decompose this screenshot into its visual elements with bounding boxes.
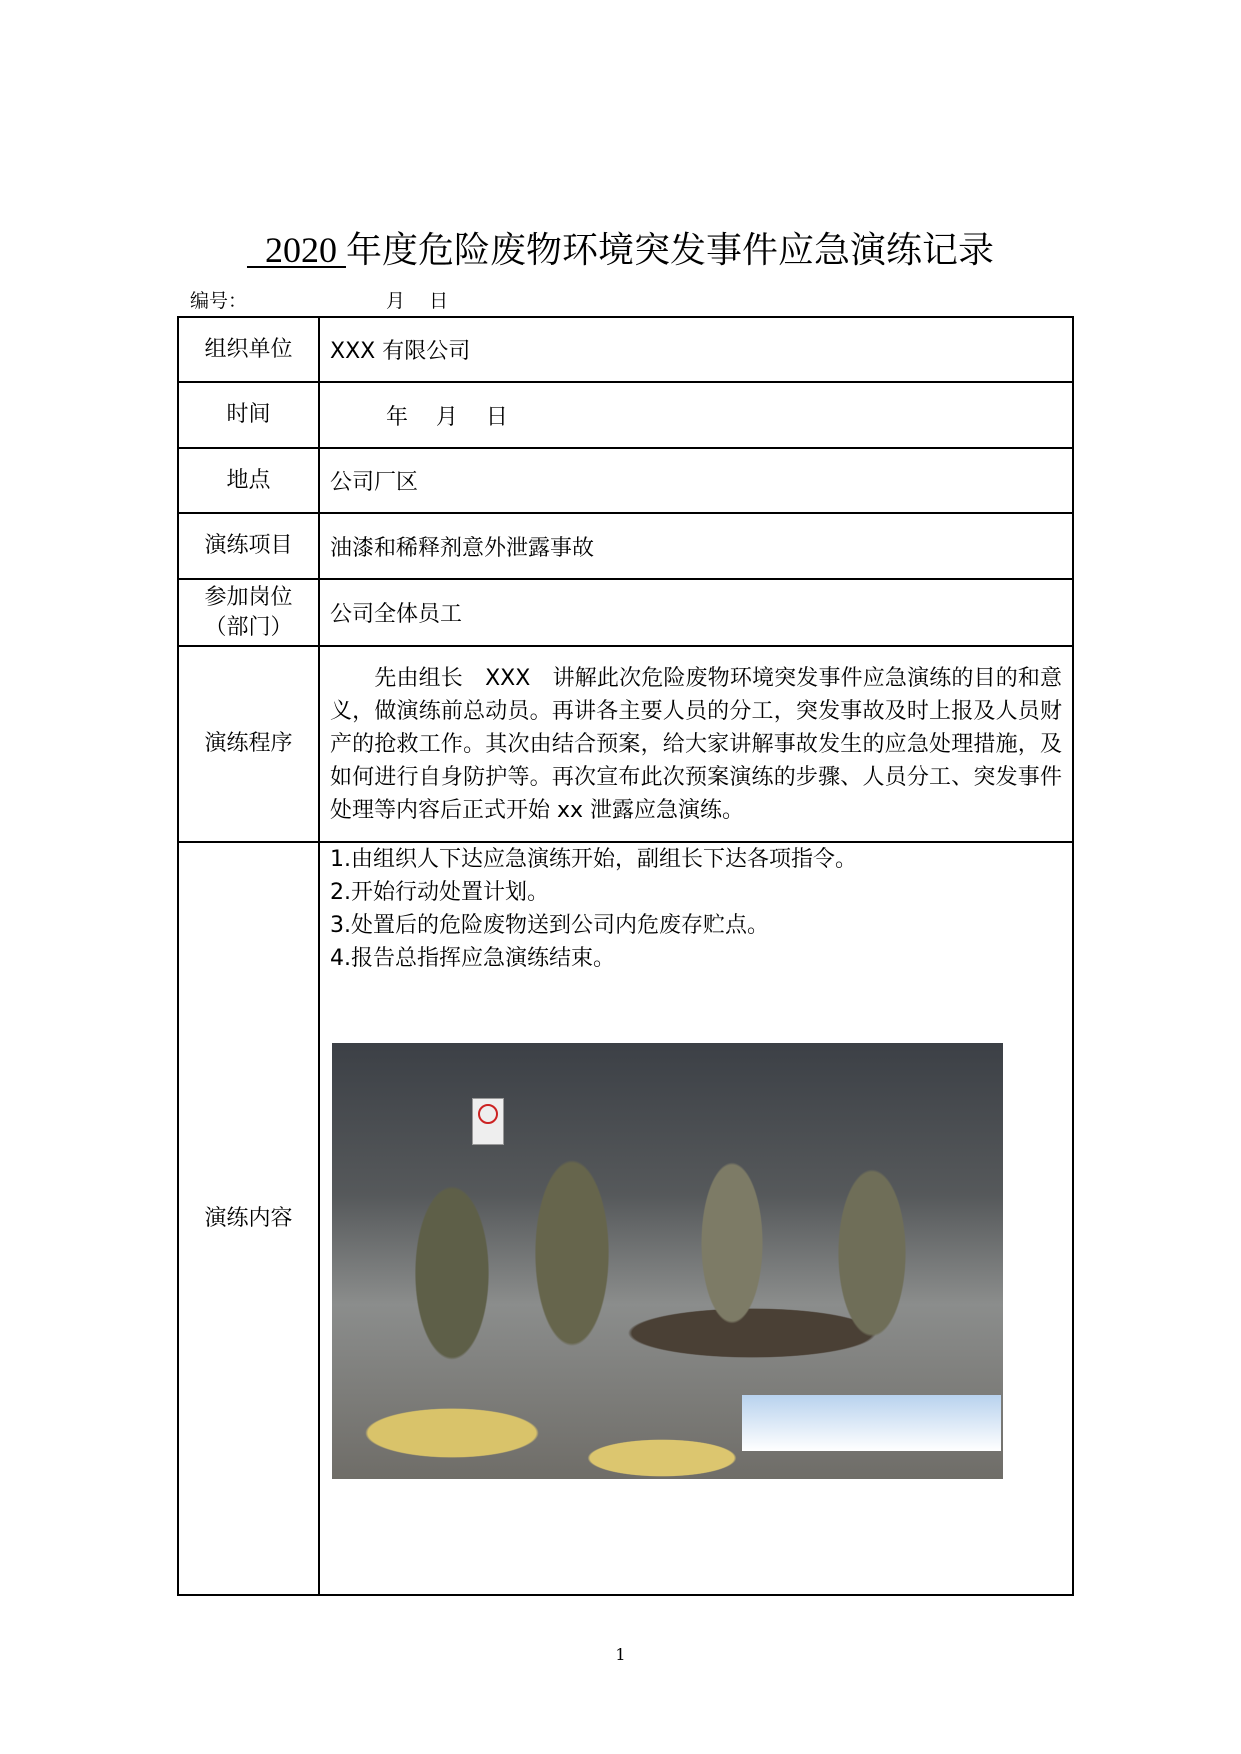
row-label: 演练项目 (178, 513, 319, 579)
table-row (178, 513, 1073, 579)
row-label: 演练程序 (178, 646, 319, 842)
procedure-text: 先由组长 XXX 讲解此次危险废物环境突发事件应急演练的目的和意义，做演练前总动员。再讲各主要人员的分工，突发事故及时上报及人员财产的抢救工作。其次由结合预案，给大家讲解事故发生的应急处理措施，及如何进行自身防护等。再次宣布此次预案演练的步骤、人员分工、突发事件处理等内容后正式开始 xx 泄露应急演练。 (319, 646, 1073, 842)
row-label: 组织单位 (178, 317, 319, 382)
month-day: 月 日 (386, 290, 449, 312)
step-item: 2.开始行动处置计划。 (330, 880, 549, 905)
table-row (178, 842, 1073, 1595)
time-value: 年 月 日 (319, 382, 1073, 448)
content-cell (319, 842, 1073, 1595)
record-meta (190, 286, 449, 313)
row-label: 参加岗位（部门） (178, 579, 319, 646)
step-item: 4.报告总指挥应急演练结束。 (330, 946, 615, 971)
organization-value: XXX 有限公司 (319, 317, 1073, 382)
row-label: 时间 (178, 382, 319, 448)
steps-list (320, 843, 1072, 975)
drill-photo (332, 1043, 1003, 1479)
step-item: 1.由组织人下达应急演练开始，副组长下达各项指令。 (330, 847, 857, 872)
row-label: 地点 (178, 448, 319, 513)
table-row (178, 382, 1073, 448)
blank-overlay-box (742, 1395, 1001, 1451)
table-row (178, 317, 1073, 382)
table-row (178, 579, 1073, 646)
number-label: 编号： (190, 290, 248, 312)
table-row (178, 448, 1073, 513)
row-label: 演练内容 (178, 842, 319, 1595)
drill-record-table (177, 316, 1074, 1596)
page-number: 1 (615, 1645, 626, 1664)
title-text: 年度危险废物环境突发事件应急演练记录 (345, 230, 994, 271)
participants-value: 公司全体员工 (319, 579, 1073, 646)
document-title (0, 222, 1241, 273)
drill-item-value: 油漆和稀释剂意外泄露事故 (319, 513, 1073, 579)
table-row (178, 646, 1073, 842)
step-item: 3.处置后的危险废物送到公司内危废存贮点。 (330, 913, 769, 938)
location-value: 公司厂区 (319, 448, 1073, 513)
no-entry-sign-icon (472, 1098, 504, 1145)
title-year: 2020 (246, 230, 346, 270)
